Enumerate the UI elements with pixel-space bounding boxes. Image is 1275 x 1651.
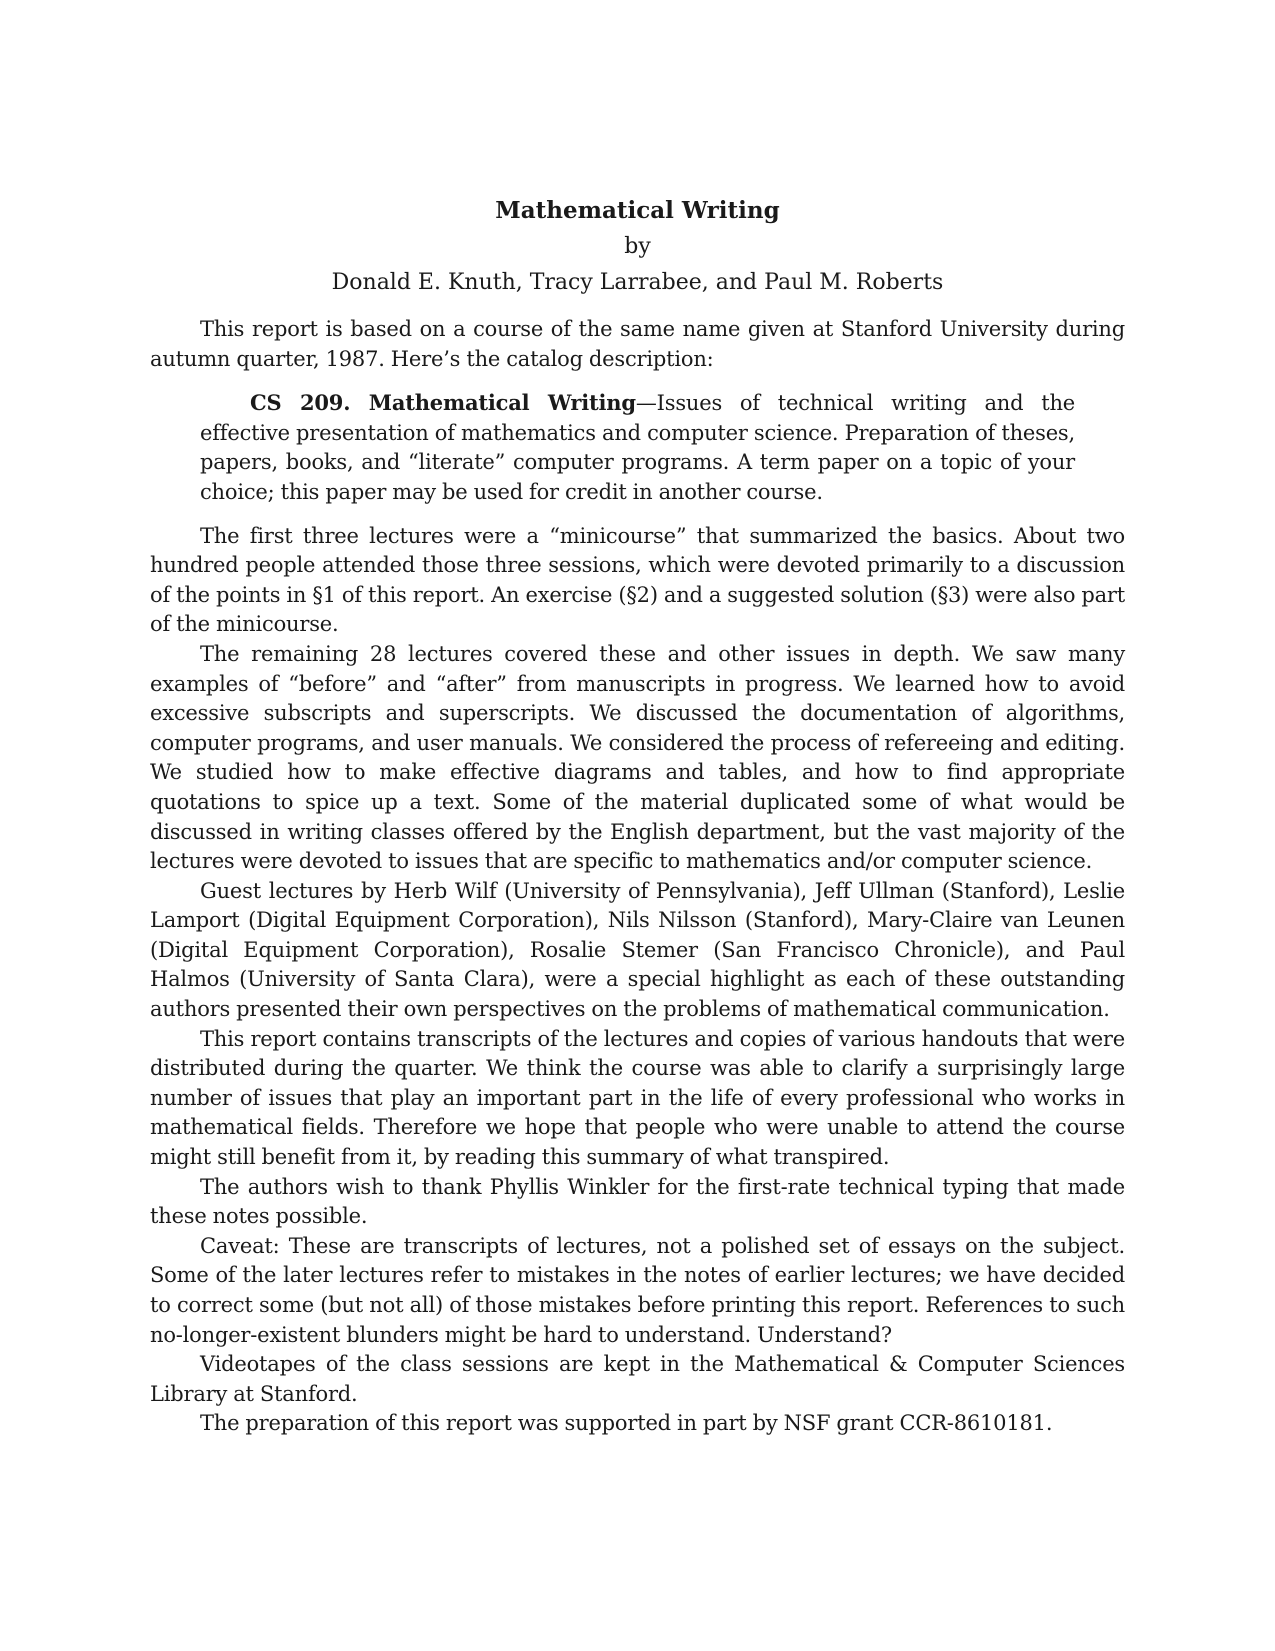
- document-page: [150, 196, 1125, 1439]
- document-title: Mathematical Writing: [495, 197, 780, 224]
- paragraph-report-contents: This report contains transcripts of the lectures and copies of various handouts that were distributed during the quarter. We think the course was able to clarify a surprisingly large number of issues that play an important part in the life of every professional who works in mathematical fields. Therefore we hope that people who were unable to attend the course might still benefit from it, by reading this summary of what transpired.: [150, 1026, 1125, 1170]
- paragraph-lectures: The remaining 28 lectures covered these and other issues in depth. We saw many examples of “before” and “after” from manuscripts in progress. We learned how to avoid excessive subscripts and superscripts. We discussed the documentation of algorithms, computer programs, and user manuals. We considered the process of refereeing and editing. We studied how to make effective diagrams and tables, and how to find appropriate quotations to spice up a text. Some of the material duplicated some of what would be discussed in writing classes offered by the English department, but the vast majority of the lectures were devoted to issues that are specific to mathematics and/or computer science.: [150, 641, 1125, 874]
- paragraph-acknowledgment: The authors wish to thank Phyllis Winkler for the first-rate technical typing that made these notes possible.: [150, 1174, 1125, 1229]
- catalog-description: [200, 388, 1075, 507]
- paragraph-caveat: Caveat: These are transcripts of lectures, not a polished set of essays on the subject. Some of the later lectures refer to mistakes in the notes of earlier lectures; we have decided to correct some (but not all) of those mistakes before printing this report. References to such no-longer-existent blunders might be hard to understand. Understand?: [150, 1233, 1125, 1347]
- intro-paragraph: This report is based on a course of the same name given at Stanford University during autumn quarter, 1987. Here’s the catalog description:: [150, 317, 1125, 371]
- byline-by: by: [624, 234, 651, 259]
- paragraph-guest-lectures: Guest lectures by Herb Wilf (University of Pennsylvania), Jeff Ullman (Stanford), Leslie Lamport (Digital Equipment Corporation), Nils Nilsson (Stanford), Mary-Claire van Leunen (Digital Equipment Corporation), Rosalie Stemer (San Francisco Chronicle), and Paul Halmos (University of Santa Clara), were a special highlight as each of these outstanding authors presented their own perspectives on the problems of mathematical communication.: [150, 878, 1125, 1022]
- author-list: Donald E. Knuth, Tracy Larrabee, and Paul M. Roberts: [331, 270, 944, 295]
- paragraph-funding: The preparation of this report was supported in part by NSF grant CCR-8610181.: [200, 1411, 1053, 1436]
- catalog-course-title: CS 209. Mathematical Writing: [250, 390, 636, 416]
- paragraph-videotapes: Videotapes of the class sessions are kept in the Mathematical & Computer Sciences Library at Stanford.: [150, 1352, 1125, 1406]
- catalog-text: —Issues of technical writing and the effective presentation of mathematics and computer science. Preparation of theses, papers, books, and “literate” computer programs. A term paper on a topic of your choice; this paper may be used for credit in another course.: [200, 391, 1075, 504]
- paragraph-minicourse: The first three lectures were a “minicourse” that summarized the basics. About two hundred people attended those three sessions, which were devoted primarily to a discussion of the points in §1 of this report. An exercise (§2) and a suggested solution (§3) were also part of the minicourse.: [150, 523, 1125, 637]
